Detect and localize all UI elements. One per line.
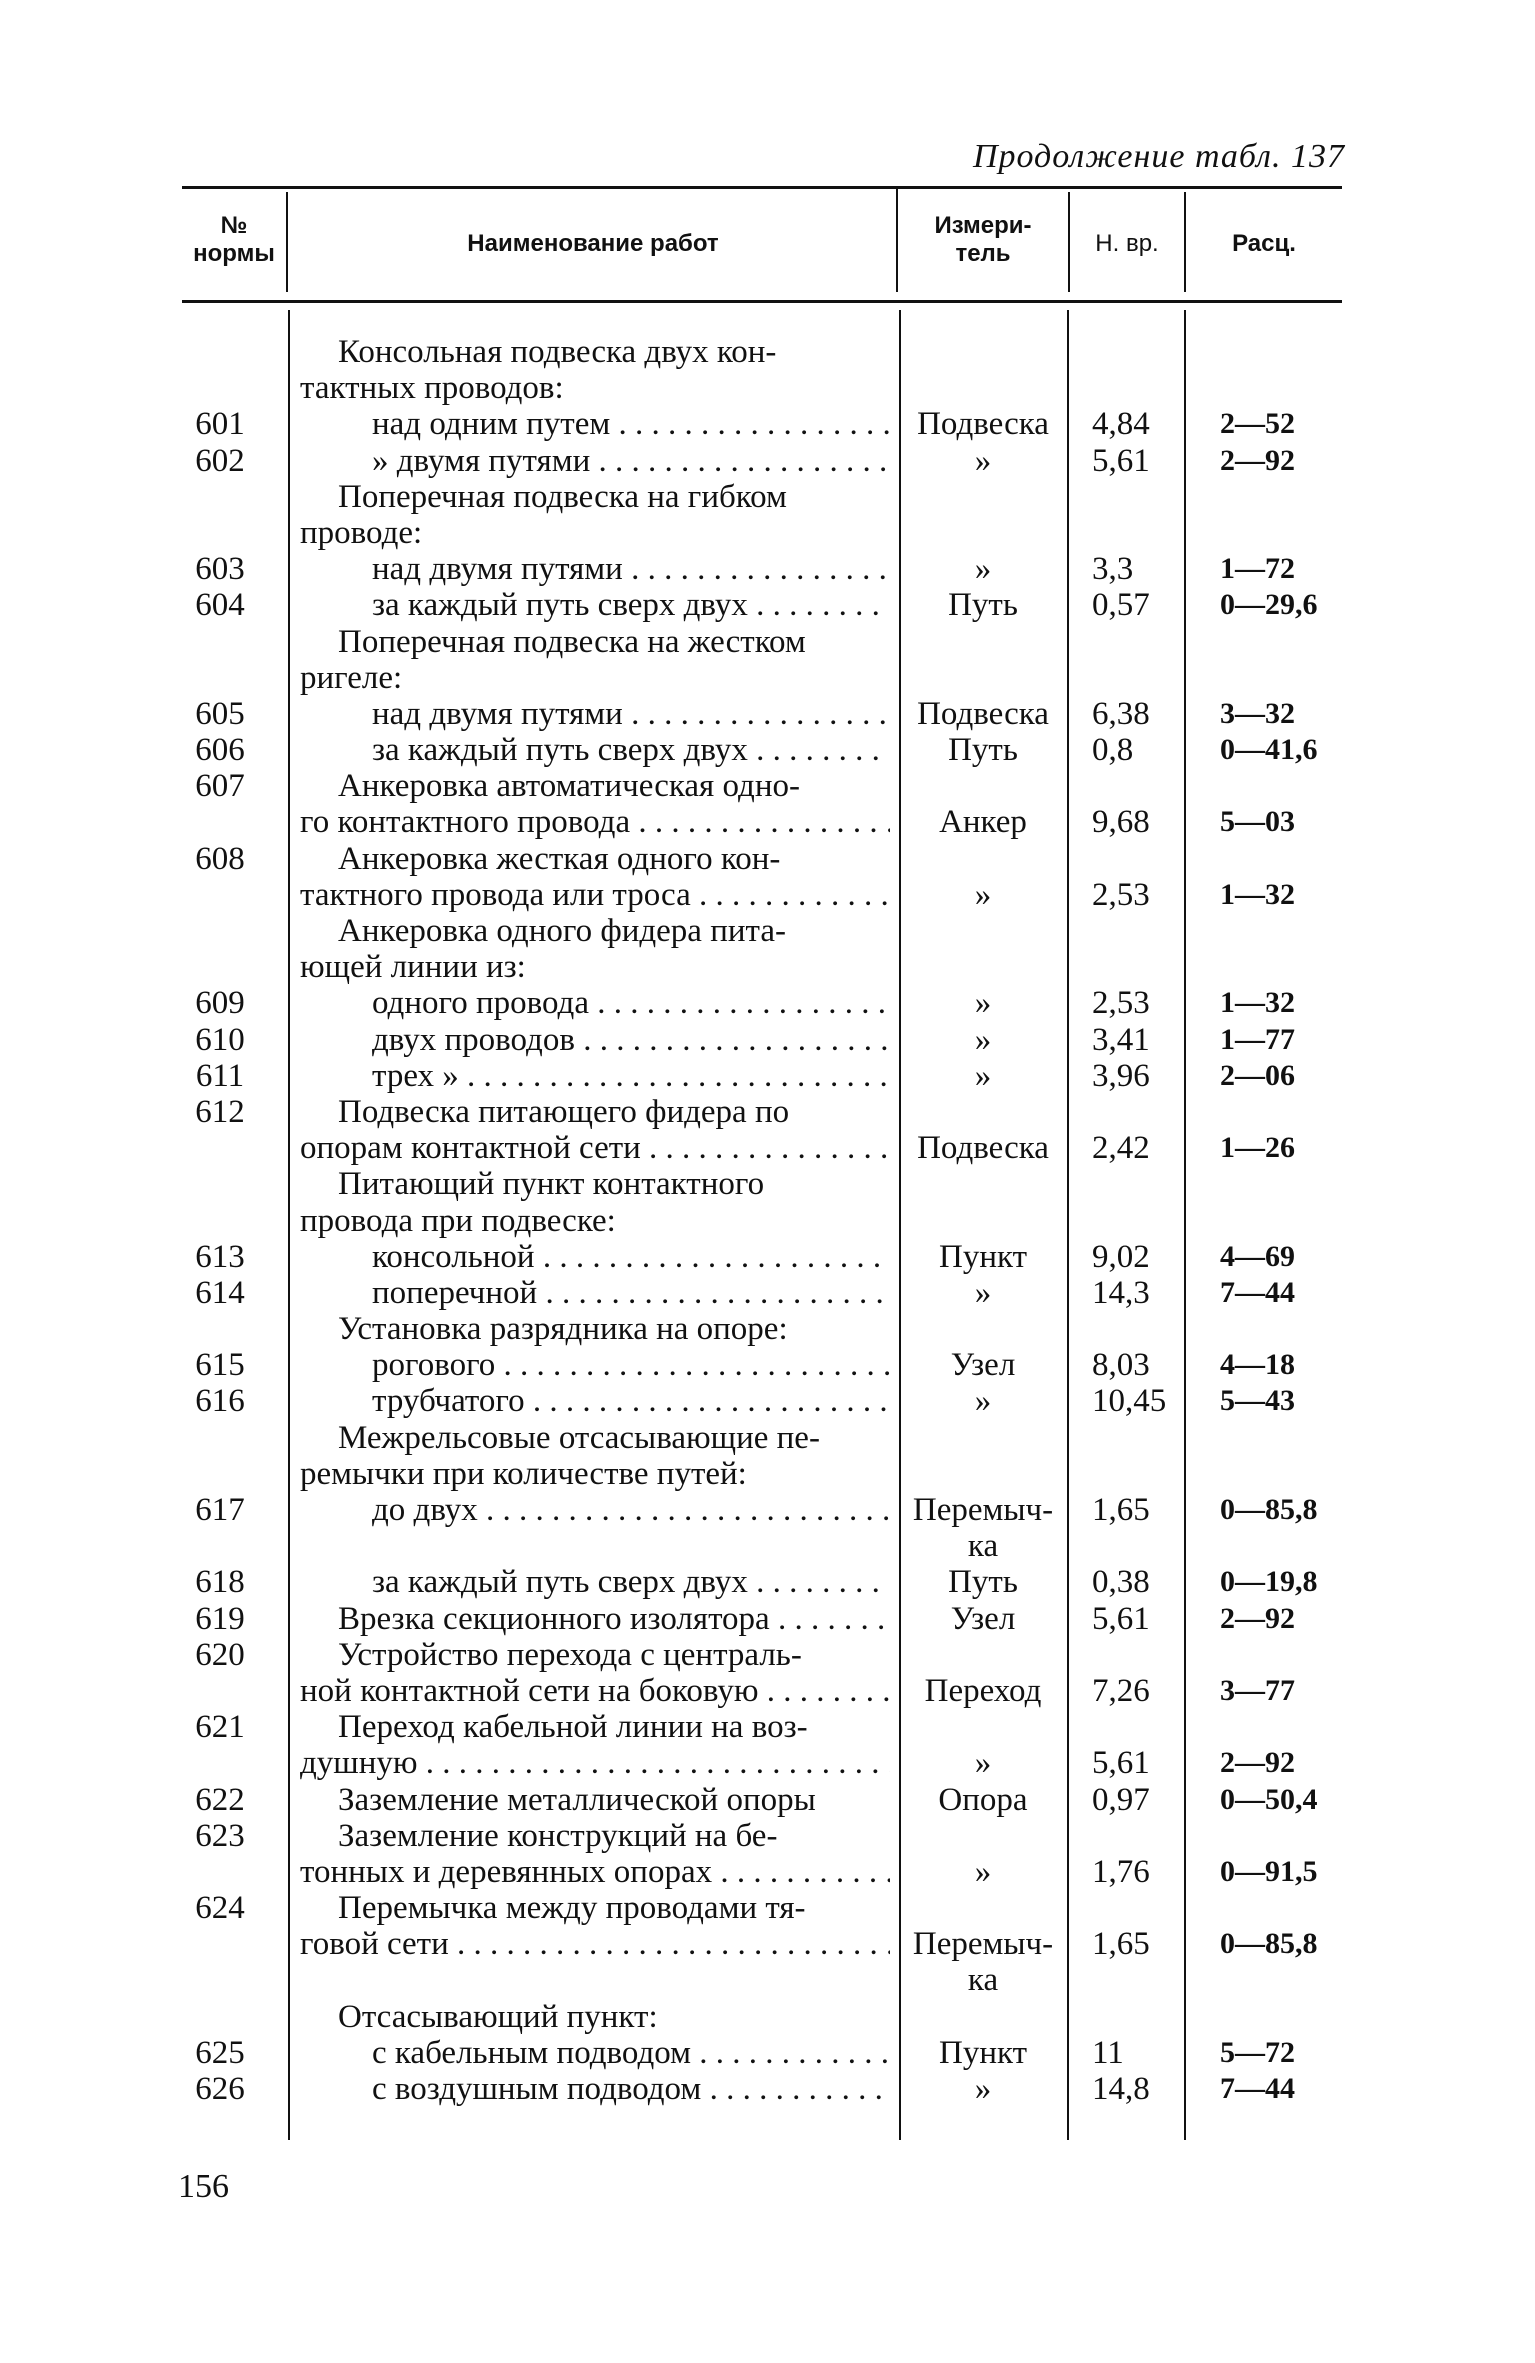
row-number: 608 [195, 840, 245, 877]
row-rate: 0—19,8 [1220, 1565, 1318, 1599]
row-name: Заземление металлической опоры [338, 1781, 816, 1818]
row-norm-time: 5,61 [1092, 442, 1150, 479]
row-name: двух проводов . . . [300, 1022, 890, 1058]
row-rate: 0—41,6 [1220, 733, 1318, 767]
table-row [0, 804, 1535, 840]
row-name: Подвеска питающего фидера по [338, 1093, 790, 1130]
row-norm-time: 2,42 [1092, 1130, 1150, 1167]
row-number: 625 [195, 2034, 245, 2071]
table-row [0, 1890, 1535, 1926]
row-norm-time: 0,8 [1092, 732, 1134, 769]
row-unit: » [974, 985, 992, 1022]
row-unit: Перемыч- [912, 1492, 1054, 1528]
table-row [0, 1782, 1535, 1818]
row-name: консольной . . . [300, 1239, 890, 1275]
table-row [0, 841, 1535, 877]
table-row [0, 1022, 1535, 1058]
row-number: 617 [195, 1492, 245, 1528]
row-number: 607 [195, 768, 245, 805]
table-row [0, 1637, 1535, 1673]
row-rate: 4—69 [1220, 1239, 1295, 1273]
row-norm-time: 11 [1092, 2034, 1124, 2071]
row-rate: 0—50,4 [1220, 1782, 1318, 1816]
row-name: тактного провода или троса . . . [300, 877, 890, 913]
row-number: 615 [195, 1347, 245, 1384]
row-rate: 1—72 [1220, 552, 1295, 586]
table-row [0, 587, 1535, 623]
row-unit: Путь [948, 732, 1018, 769]
row-unit: » [974, 1274, 992, 1311]
row-unit: Пункт [938, 2034, 1027, 2071]
row-rate: 1—77 [1220, 1022, 1295, 1056]
row-number: 602 [195, 442, 245, 479]
row-unit: Путь [948, 1564, 1018, 1601]
row-unit: » [974, 442, 992, 479]
row-number: 618 [195, 1564, 245, 1601]
row-norm-time: 0,97 [1092, 1781, 1150, 1818]
row-unit: Подвеска [917, 695, 1049, 732]
row-rate: 1—26 [1220, 1131, 1295, 1165]
table-row [0, 1926, 1535, 1962]
row-rate: 2—52 [1220, 407, 1295, 441]
table-row [0, 768, 1535, 804]
row-rate: 0—29,6 [1220, 588, 1318, 622]
row-number: 616 [195, 1383, 245, 1420]
row-number: 612 [195, 1093, 245, 1130]
table-row [0, 1854, 1535, 1890]
row-name: ремычки при количестве путей: [300, 1455, 747, 1492]
table-row [0, 1239, 1535, 1275]
row-name: Анкеровка одного фидера пита- [338, 913, 786, 949]
table-row [0, 1564, 1535, 1600]
table-row [0, 2071, 1535, 2107]
table-row [0, 1709, 1535, 1745]
header-unit [898, 212, 1068, 268]
row-name: Установка разрядника на опоре: [338, 1311, 788, 1348]
row-number: 621 [195, 1709, 245, 1746]
row-rate: 7—44 [1220, 1275, 1295, 1309]
row-norm-time: 1,76 [1092, 1853, 1150, 1890]
row-rate: 0—85,8 [1220, 1927, 1318, 1961]
row-name: ной контактной сети на боковую . . . [300, 1673, 890, 1709]
row-norm-time: 3,41 [1092, 1021, 1150, 1058]
row-name: Устройство перехода с централь- [338, 1636, 802, 1673]
table-row [0, 1311, 1535, 1347]
row-norm-time: 3,96 [1092, 1057, 1150, 1094]
table-row [0, 1492, 1535, 1528]
row-name: Анкеровка жесткая одного кон- [338, 840, 781, 877]
row-name: с воздушным подводом . . . [300, 2071, 890, 2107]
row-name: Заземление конструкций на бе- [338, 1817, 778, 1854]
row-number: 626 [195, 2071, 245, 2107]
header-name: Наименование работ [467, 230, 719, 257]
row-name: тонных и деревянных опорах . . . [300, 1854, 890, 1890]
header-num-line2: нормы [193, 240, 275, 267]
row-unit: » [974, 1745, 992, 1782]
row-number: 603 [195, 551, 245, 588]
row-unit: ка [967, 1528, 999, 1565]
row-rate: 0—91,5 [1220, 1854, 1318, 1888]
row-unit: » [974, 1057, 992, 1094]
table-row [0, 443, 1535, 479]
row-number: 611 [195, 1057, 245, 1094]
row-name: Отсасывающий пункт: [338, 1998, 658, 2035]
row-rate: 2—06 [1220, 1058, 1295, 1092]
table-row [0, 1673, 1535, 1709]
row-name: за каждый путь сверх двух . . . [300, 732, 890, 768]
row-number: 609 [195, 985, 245, 1022]
table-row [0, 1383, 1535, 1419]
table-row [0, 1601, 1535, 1637]
row-rate: 3—32 [1220, 696, 1295, 730]
table-row [0, 1275, 1535, 1311]
row-unit: » [974, 1383, 992, 1420]
row-rate: 7—44 [1220, 2072, 1295, 2105]
table-row [0, 1130, 1535, 1166]
row-number: 622 [195, 1781, 245, 1818]
row-name: поперечной . . . [300, 1275, 890, 1311]
row-unit: Опора [938, 1781, 1028, 1818]
table-row [0, 732, 1535, 768]
table-row [0, 949, 1535, 985]
row-unit: Узел [950, 1347, 1016, 1384]
row-norm-time: 2,53 [1092, 985, 1150, 1022]
table-row [0, 1420, 1535, 1456]
row-norm-time: 1,65 [1092, 1492, 1150, 1528]
row-number: 605 [195, 695, 245, 732]
row-rate: 2—92 [1220, 1601, 1295, 1635]
row-rate: 5—43 [1220, 1384, 1295, 1418]
table-row [0, 660, 1535, 696]
row-rate: 5—03 [1220, 805, 1295, 839]
row-name: Консольная подвеска двух кон- [338, 334, 777, 370]
header-num-line1: № [220, 212, 248, 239]
row-number: 620 [195, 1636, 245, 1673]
row-name: над двумя путями . . . [300, 551, 890, 587]
row-name: за каждый путь сверх двух . . . [300, 587, 890, 623]
table-row [0, 406, 1535, 442]
table-caption: Продолжение табл. 137 [972, 138, 1345, 175]
row-number: 606 [195, 732, 245, 769]
table-body [0, 334, 1535, 2107]
row-name: проводе: [300, 514, 423, 551]
row-name: одного провода . . . [300, 985, 890, 1021]
row-name: Межрельсовые отсасывающие пе- [338, 1419, 820, 1456]
header-num [182, 212, 286, 268]
row-name: Анкеровка автоматическая одно- [338, 768, 800, 805]
row-unit: Путь [948, 587, 1018, 624]
row-norm-time: 2,53 [1092, 876, 1150, 913]
table-row [0, 1347, 1535, 1383]
row-unit: ка [967, 1962, 999, 1999]
row-unit: Анкер [939, 804, 1027, 841]
row-name: провода при подвеске: [300, 1202, 616, 1239]
row-name: ющей линии из: [300, 949, 526, 986]
table-row [0, 877, 1535, 913]
row-unit: Подвеска [917, 406, 1049, 443]
row-rate: 3—77 [1220, 1673, 1295, 1707]
table-row [0, 1818, 1535, 1854]
row-norm-time: 5,61 [1092, 1600, 1150, 1637]
row-number: 619 [195, 1600, 245, 1637]
row-rate: 2—92 [1220, 1746, 1295, 1780]
row-unit: » [974, 876, 992, 913]
row-name: до двух . . . [300, 1492, 890, 1528]
table-row [0, 1456, 1535, 1492]
row-number: 624 [195, 1890, 245, 1927]
row-norm-time: 9,02 [1092, 1238, 1150, 1275]
header-norm: Н. вр. [1095, 230, 1159, 257]
table-row [0, 1203, 1535, 1239]
row-name: Поперечная подвеска на жестком [338, 623, 806, 660]
row-unit: Подвеска [917, 1130, 1049, 1167]
row-norm-time: 14,3 [1092, 1274, 1150, 1311]
row-name: за каждый путь сверх двух . . . [300, 1564, 890, 1600]
table-row [0, 624, 1535, 660]
row-norm-time: 5,61 [1092, 1745, 1150, 1782]
row-name: Питающий пункт контактного [338, 1166, 765, 1203]
row-unit: Узел [950, 1600, 1016, 1637]
row-name: опорам контактной сети . . . [300, 1130, 890, 1166]
row-norm-time: 10,45 [1092, 1383, 1167, 1420]
row-norm-time: 4,84 [1092, 406, 1150, 443]
table-row [0, 913, 1535, 949]
row-unit: Переход [924, 1672, 1042, 1709]
row-number: 623 [195, 1817, 245, 1854]
row-name: Перемычка между проводами тя- [338, 1890, 806, 1927]
table-row [0, 2035, 1535, 2071]
table-row [0, 1999, 1535, 2035]
header-rate: Расц. [1232, 230, 1296, 257]
table-row [0, 1745, 1535, 1781]
header-unit-line1: Измери- [934, 212, 1032, 239]
row-name: Переход кабельной линии на воз- [338, 1709, 808, 1746]
table-row [0, 1166, 1535, 1202]
page-number: 156 [178, 2168, 229, 2205]
row-name: душную . . . [300, 1745, 890, 1781]
row-norm-time: 6,38 [1092, 695, 1150, 732]
row-name: рогового . . . [300, 1347, 890, 1383]
row-rate: 5—72 [1220, 2035, 1295, 2069]
table-row [0, 985, 1535, 1021]
row-number: 613 [195, 1238, 245, 1275]
table-row [0, 515, 1535, 551]
row-norm-time: 0,57 [1092, 587, 1150, 624]
row-number: 614 [195, 1274, 245, 1311]
row-unit: » [974, 2071, 992, 2107]
row-rate: 1—32 [1220, 986, 1295, 1020]
table-row [0, 1962, 1535, 1998]
row-number: 604 [195, 587, 245, 624]
col-sep-num [286, 192, 288, 292]
row-name: Поперечная подвеска на гибком [338, 478, 787, 515]
table-row [0, 1058, 1535, 1094]
row-rate: 4—18 [1220, 1348, 1295, 1382]
row-name: » двумя путями . . . [300, 443, 890, 479]
row-unit: » [974, 1853, 992, 1890]
row-rate: 1—32 [1220, 877, 1295, 911]
table-row [0, 1094, 1535, 1130]
row-unit: » [974, 551, 992, 588]
row-unit: » [974, 1021, 992, 1058]
table-row [0, 1528, 1535, 1564]
row-name: го контактного провода . . . [300, 804, 890, 840]
row-norm-time: 9,68 [1092, 804, 1150, 841]
row-number: 601 [195, 406, 245, 443]
row-name: трубчатого . . . [300, 1383, 890, 1419]
table-row [0, 334, 1535, 370]
row-name: ригеле: [300, 659, 403, 696]
header-unit-line2: тель [955, 240, 1011, 267]
header-bottom-rule [182, 300, 1342, 303]
row-name: Врезка секционного изолятора . . . [300, 1601, 890, 1637]
table-row [0, 370, 1535, 406]
row-norm-time: 3,3 [1092, 551, 1134, 588]
row-name: с кабельным подводом . . . [300, 2035, 890, 2071]
row-norm-time: 14,8 [1092, 2071, 1150, 2107]
row-name: трех » . . . [300, 1058, 890, 1094]
row-unit: Перемыч- [912, 1926, 1054, 1963]
row-number: 610 [195, 1021, 245, 1058]
row-rate: 0—85,8 [1220, 1493, 1318, 1526]
header-top-rule [182, 186, 1342, 189]
row-norm-time: 0,38 [1092, 1564, 1150, 1601]
row-norm-time: 8,03 [1092, 1347, 1150, 1384]
table-row [0, 696, 1535, 732]
row-norm-time: 1,65 [1092, 1926, 1150, 1963]
table-row [0, 551, 1535, 587]
table-row [0, 479, 1535, 515]
row-norm-time: 7,26 [1092, 1672, 1150, 1709]
row-unit: Пункт [938, 1238, 1027, 1275]
row-name: тактных проводов: [300, 370, 564, 407]
row-name: говой сети . . . [300, 1926, 890, 1962]
row-name: над одним путем . . . [300, 406, 890, 442]
row-name: над двумя путями . . . [300, 696, 890, 732]
row-rate: 2—92 [1220, 443, 1295, 477]
